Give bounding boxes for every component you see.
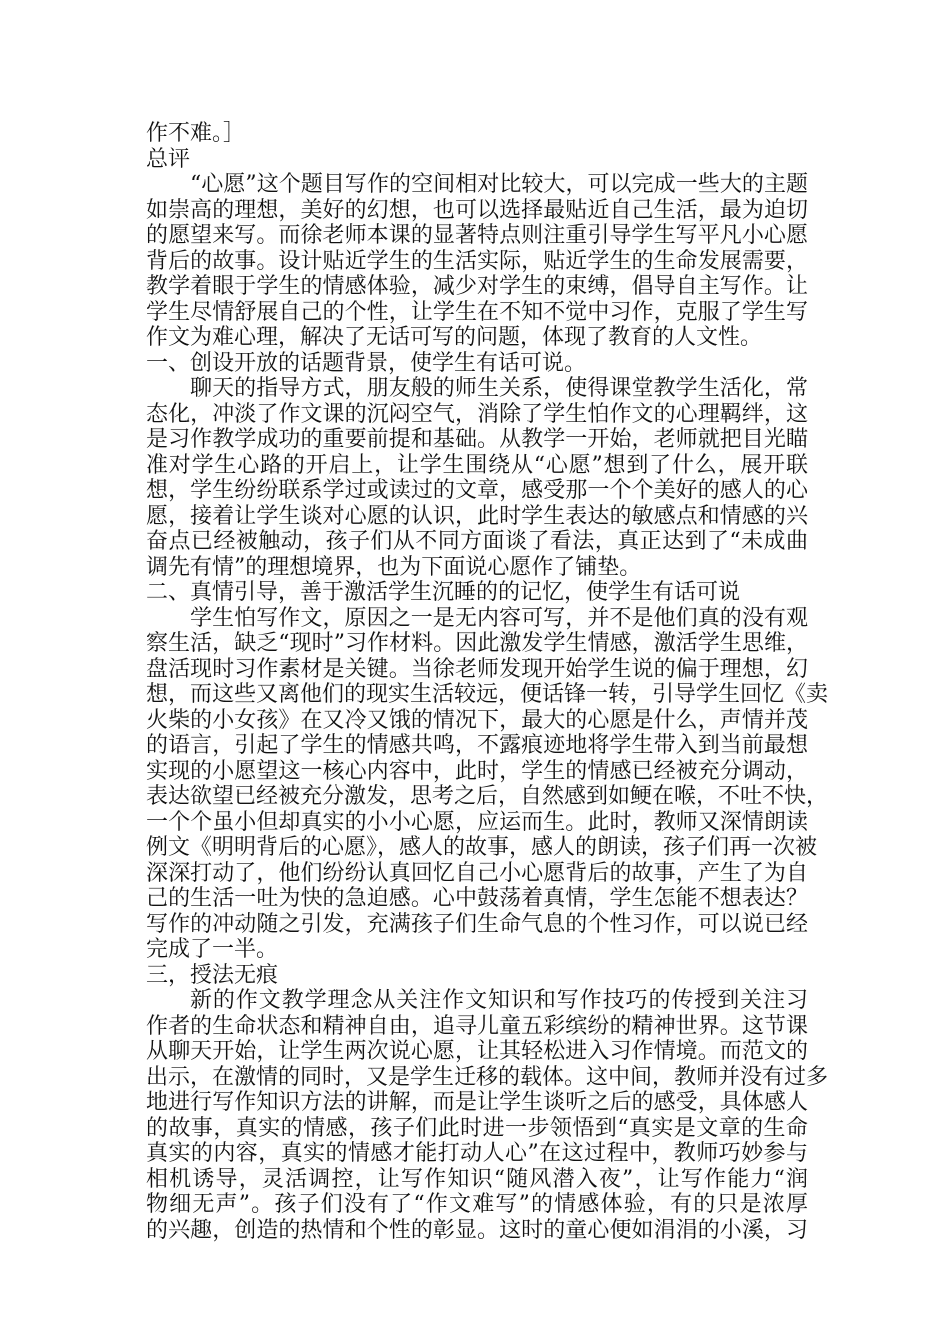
text-line: 总评 <box>146 146 191 172</box>
text-line: 相机诱导，灵活调控，让写作知识“随风潜入夜”，让写作能力“润 <box>146 1166 808 1192</box>
text-line: 从聊天开始，让学生两次说心愿，让其轻松进入习作情境。而范文的 <box>146 1039 808 1064</box>
text-line: 一、创设开放的话题背景，使学生有话可说。 <box>146 350 587 376</box>
text-line: 的愿望来写。而徐老师本课的显著特点则注重引导学生写平凡小心愿 <box>146 223 808 248</box>
text-line: 想，学生纷纷联系学过或读过的文章，感受那一个个美好的感人的心 <box>146 478 808 503</box>
text-line: 的兴趣，创造的热情和个性的彰显。这时的童心便如涓涓的小溪，习 <box>146 1217 808 1243</box>
text-line: 学生怕写作文，原因之一是无内容可写，并不是他们真的没有观 <box>190 605 808 631</box>
text-line: 作者的生命状态和精神自由，追寻儿童五彩缤纷的精神世界。这节课 <box>146 1013 808 1039</box>
text-line: 表达欲望已经被充分激发，思考之后，自然感到如鲠在喉，不吐不快， <box>146 784 829 809</box>
text-line: 地进行写作知识方法的讲解，而是让学生谈听之后的感受，具体感人 <box>146 1090 808 1115</box>
text-line: 出示，在激情的同时，又是学生迁移的载体。这中间，教师并没有过多 <box>146 1064 829 1090</box>
text-line: 调先有情”的理想境界，也为下面说心愿作了铺垫。 <box>146 554 642 580</box>
text-line: 三，授法无痕 <box>146 962 279 988</box>
text-line: 例文《明明背后的心愿》，感人的故事，感人的朗读，孩子们再一次被 <box>146 835 818 860</box>
text-line: 完成了一半。 <box>146 937 279 962</box>
text-line: 是习作教学成功的重要前提和基础。从教学一开始，老师就把目光瞄 <box>146 427 808 452</box>
document-page <box>146 121 829 1243</box>
text-line: 作文为难心理，解决了无话可写的问题，体现了教育的人文性。 <box>146 325 763 350</box>
text-line: 火柴的小女孩》在又冷又饿的情况下，最大的心愿是什么，声情并茂 <box>146 707 808 733</box>
text-line: 学生尽情舒展自己的个性，让学生在不知不觉中习作，克服了学生写 <box>146 299 808 325</box>
text-line: 愿，接着让学生谈对心愿的认识，此时学生表达的敏感点和情感的兴 <box>146 503 808 529</box>
text-line: “心愿”这个题目写作的空间相对比较大，可以完成一些大的主题 <box>190 172 808 197</box>
text-line: 背后的故事。设计贴近学生的生活实际，贴近学生的生命发展需要， <box>146 248 808 274</box>
text-line: 物细无声”。孩子们没有了“作文难写”的情感体验，有的只是浓厚 <box>146 1192 808 1217</box>
text-line: 作不难。］ <box>146 121 246 146</box>
text-line: 如崇高的理想，美好的幻想，也可以选择最贴近自己生活，最为迫切 <box>146 197 808 223</box>
text-line: 实现的小愿望这一核心内容中，此时，学生的情感已经被充分调动， <box>146 758 808 784</box>
text-line: 奋点已经被触动，孩子们从不同方面谈了看法，真正达到了“未成曲 <box>146 529 808 554</box>
text-line: 准对学生心路的开启上，让学生围绕从“心愿”想到了什么，展开联 <box>146 452 808 478</box>
text-line: 态化，冲淡了作文课的沉闷空气，消除了学生怕作文的心理羁绊，这 <box>146 401 808 427</box>
text-line: 盘活现时习作素材是关键。当徐老师发现开始学生说的偏于理想，幻 <box>146 656 808 682</box>
text-line: 的故事，真实的情感，孩子们此时进一步领悟到“真实是文章的生命 <box>146 1115 808 1141</box>
text-line: 新的作文教学理念从关注作文知识和写作技巧的传授到关注习 <box>190 988 808 1013</box>
text-line: 想，而这些又离他们的现实生活较远，便话锋一转，引导学生回忆《卖 <box>146 682 829 707</box>
text-line: 聊天的指导方式，朋友般的师生关系，使得课堂教学生活化，常 <box>190 376 808 401</box>
text-line: 二、真情引导，善于激活学生沉睡的的记忆，使学生有话可说 <box>146 580 741 605</box>
text-line: 一个个虽小但却真实的小小心愿，应运而生。此时，教师又深情朗读 <box>146 809 808 835</box>
text-line: 教学着眼于学生的情感体验，减少对学生的束缚，倡导自主写作。让 <box>146 274 808 299</box>
text-line: 深深打动了，他们纷纷认真回忆自己小心愿背后的故事，产生了为自 <box>146 860 808 886</box>
text-line: 己的生活一吐为快的急迫感。心中鼓荡着真情，学生怎能不想表达？ <box>146 886 808 911</box>
text-line: 的语言，引起了学生的情感共鸣，不露痕迹地将学生带入到当前最想 <box>146 733 808 758</box>
text-line: 真实的内容，真实的情感才能打动人心”在这过程中，教师巧妙参与 <box>146 1141 808 1166</box>
text-line: 写作的冲动随之引发，充满孩子们生命气息的个性习作，可以说已经 <box>146 911 808 937</box>
text-line: 察生活，缺乏“现时”习作材料。因此激发学生情感，激活学生思维， <box>146 631 808 656</box>
